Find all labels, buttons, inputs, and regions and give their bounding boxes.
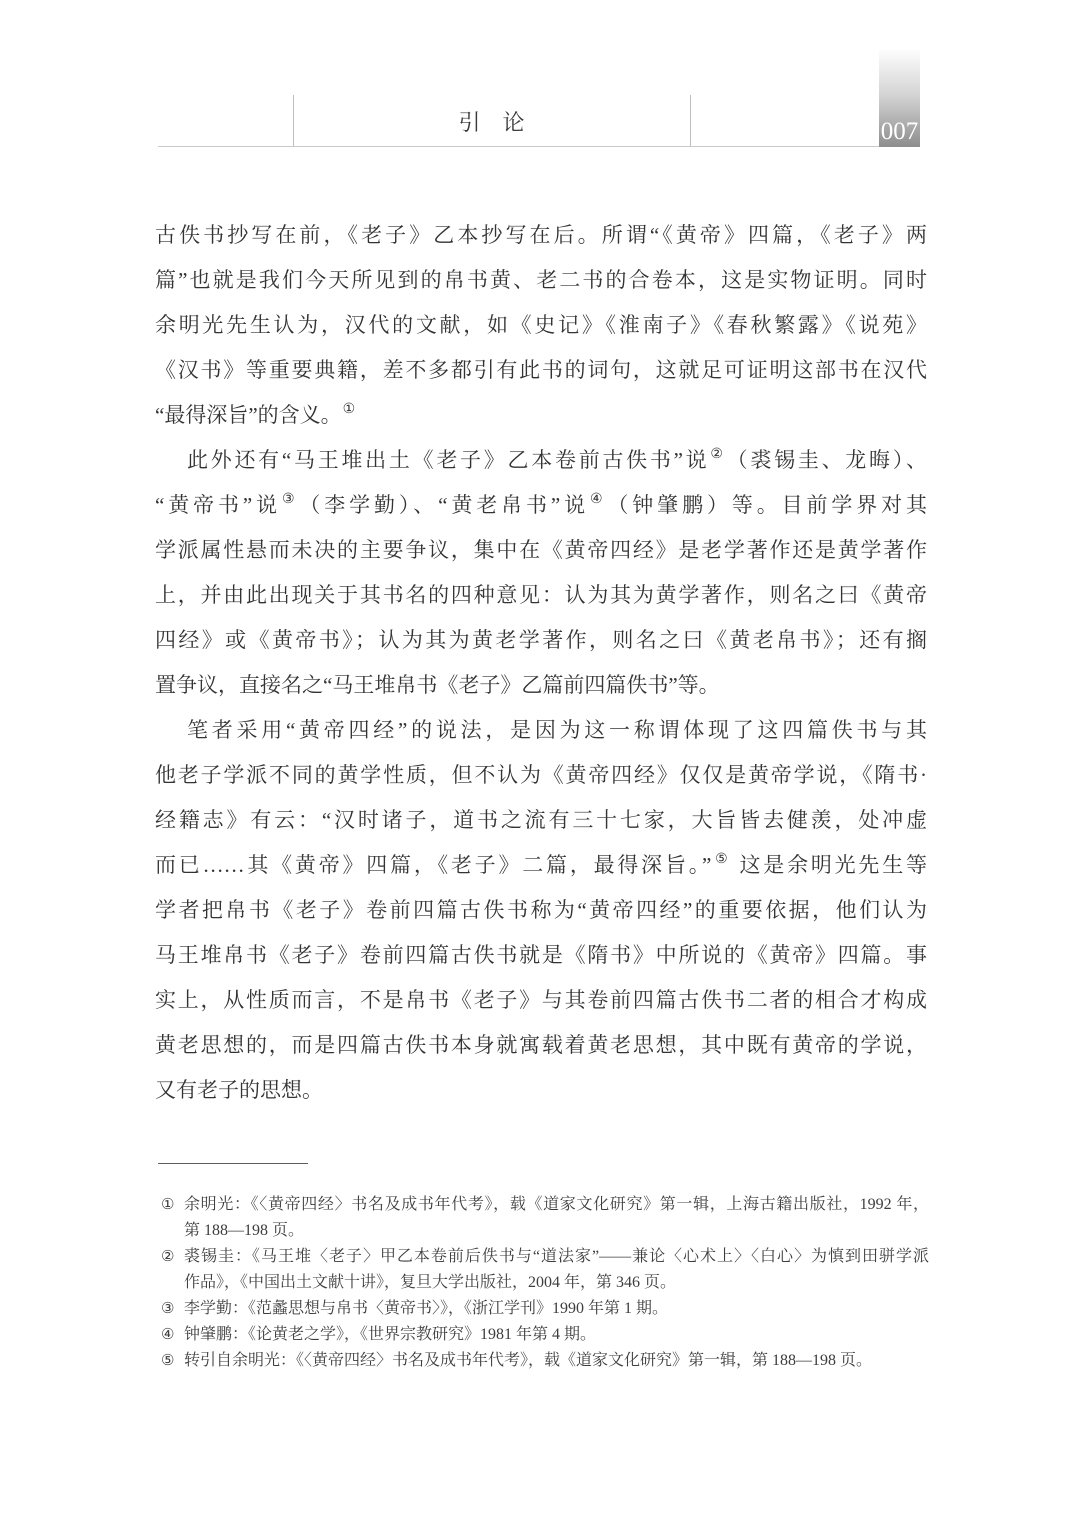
body-line: “黄帝书”说③（李学勤）、“黄老帛书”说④（钟肇鹏）等。目前学界对其 (155, 492, 927, 517)
body-line: 又有老子的思想。 (155, 1078, 323, 1102)
footnote-ref: ① (342, 402, 356, 417)
footnote-line: 裘锡圭：《马王堆〈老子〉甲乙本卷前后佚书与“道法家”——兼论〈心术上〉〈白心〉为慎到田骈学派 (184, 1248, 929, 1265)
body-line: 马王堆帛书《老子》卷前四篇古佚书就是《隋书》中所说的《黄帝》四篇。事 (155, 943, 927, 967)
footnote (161, 1192, 929, 1244)
footnote-number: ③ (161, 1301, 175, 1317)
body-line: 四经》或《黄帝书》；认为其为黄老学著作，则名之曰《黄老帛书》；还有搁 (155, 628, 927, 652)
footnote (161, 1348, 929, 1374)
footnotes (161, 1192, 929, 1374)
footnote-line: 李学勤：《范蠡思想与帛书〈黄帝书〉》，《浙江学刊》1990 年第 1 期。 (184, 1300, 669, 1317)
body-line: 黄老思想的，而是四篇古佚书本身就寓载着黄老思想，其中既有黄帝的学说， (155, 1033, 927, 1057)
footnote-divider (158, 1163, 308, 1164)
body-line: 《汉书》等重要典籍，差不多都引有此书的词句，这就足可证明这部书在汉代 (155, 358, 927, 382)
footnote-ref: ④ (589, 492, 607, 507)
body-line: 经籍志》有云：“汉时诸子，道书之流有三十七家，大旨皆去健羡，处冲虚 (155, 808, 927, 832)
footnote-number: ② (161, 1249, 175, 1265)
body-line: 余明光先生认为，汉代的文献，如《史记》《淮南子》《春秋繁露》《说苑》 (155, 313, 927, 337)
footnote-ref: ⑤ (712, 852, 731, 867)
header-rule-right (690, 95, 691, 147)
footnote (161, 1244, 929, 1296)
footnote-line: 钟肇鹏：《论黄老之学》，《世界宗教研究》1981 年第 4 期。 (184, 1326, 597, 1343)
body-line: 而已……其《黄帝》四篇，《老子》二篇，最得深旨。”⑤ 这是余明光先生等 (155, 852, 927, 877)
running-head-title: 引 论 (458, 110, 525, 135)
footnote-line: 余明光：《〈黄帝四经〉书名及成书年代考》，载《道家文化研究》第一辑，上海古籍出版社，1992 年， (184, 1196, 929, 1213)
body-line: 此外还有“马王堆出土《老子》乙本卷前古佚书”说②（裘锡圭、龙晦）、 (187, 447, 927, 472)
body-line: 古佚书抄写在前，《老子》乙本抄写在后。所谓“《黄帝》四篇，《老子》两 (155, 223, 927, 247)
footnote-line: 作品》，《中国出土文献十讲》，复旦大学出版社，2004 年，第 346 页。 (184, 1274, 677, 1291)
body-line: 学者把帛书《老子》卷前四篇古佚书称为“黄帝四经”的重要依据，他们认为 (155, 898, 927, 922)
body-line: 置争议，直接名之“马王堆帛书《老子》乙篇前四篇佚书”等。 (155, 673, 720, 697)
footnote (161, 1322, 929, 1348)
page-number-tab (879, 50, 920, 147)
footnote-number: ① (161, 1197, 175, 1213)
body-line: 实上，从性质而言，不是帛书《老子》与其卷前四篇古佚书二者的相合才构成 (155, 988, 927, 1012)
body-line: 笔者采用“黄帝四经”的说法，是因为这一称谓体现了这四篇佚书与其 (187, 718, 927, 742)
body-line: 他老子学派不同的黄学性质，但不认为《黄帝四经》仅仅是黄帝学说，《隋书· (155, 763, 927, 787)
footnote (161, 1296, 929, 1322)
footnote-number: ④ (161, 1327, 175, 1343)
body-line: “最得深旨”的含义。① (155, 402, 356, 427)
body-line: 篇”也就是我们今天所见到的帛书黄、老二书的合卷本，这是实物证明。同时 (155, 268, 927, 292)
body-line: 上，并由此出现关于其书名的四种意见：认为其为黄学著作，则名之曰《黄帝 (155, 583, 927, 607)
footnote-line: 转引自余明光：《〈黄帝四经〉书名及成书年代考》，载《道家文化研究》第一辑，第 188—198 页。 (184, 1352, 873, 1369)
body-line: 学派属性悬而未决的主要争议，集中在《黄帝四经》是老学著作还是黄学著作 (155, 538, 927, 562)
footnote-line: 第 188—198 页。 (184, 1222, 305, 1239)
body-text (155, 213, 927, 1113)
footnote-number: ⑤ (161, 1353, 175, 1369)
footnote-ref: ② (710, 447, 726, 462)
page-number: 007 (880, 118, 919, 145)
footnote-ref: ③ (281, 492, 299, 507)
header-rule-bottom (158, 146, 879, 147)
